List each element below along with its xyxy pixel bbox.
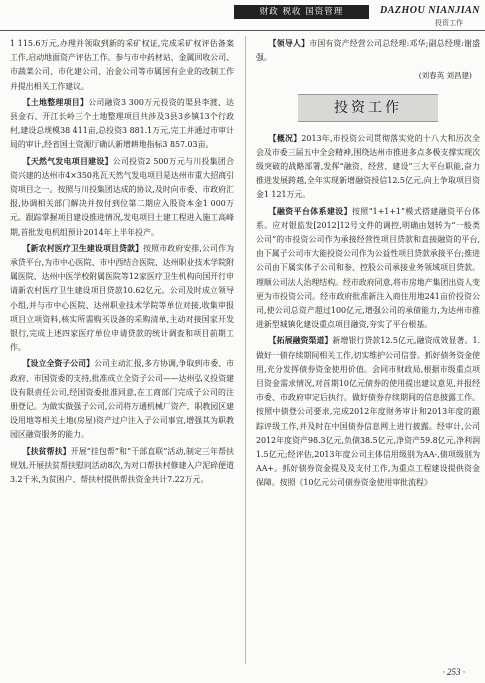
left-column bbox=[10, 37, 234, 489]
paragraph: 【天然气发电项目建设】公司投资2 500万元与川投集团合资兴建的达州市4×350兆瓦天然气发电项目是达州市重大招商引资项目之一。按照与川投集团达成的协议,及时向市委、市政府汇报,协调相关部门解决并按付到位第二期应入股资本金1 000万元。跟踪掌握项目建设推进情况,发电项目土建工程进入施工高峰期,首批发电机组预计2014年上半年投产。 bbox=[10, 156, 234, 237]
paragraph-heading: 【概况】 bbox=[268, 133, 302, 143]
page-number: · 253 · bbox=[442, 667, 465, 677]
paragraph: 【概况】2013年,市投资公司贯彻落实党的十八大和历次全会及市委三届五中全会精神,围绕达州市推进多点多极支撑实现次级突破的战略部署,发挥“融资、经营、建设”三大平台职能,奋力推进发展跨越,全年实现新增融资授信12.5亿元,向上争取项目资金1 121万元。 bbox=[256, 133, 480, 200]
paragraph: 【新农村医疗卫生建设项目贷款】按照市政府安排,公司作为承贷平台,为市中心医院、市中西结合医院、达州职业技术学院附属医院、达州中医学校附属医院等12家医疗卫生机构向国开行申请新农村医疗卫生建设项目贷款10.62亿元。公司及时成立领导小组,并与市中心医院、达州职业技术学院等单位对接,收集审报项目立项资料,核实所需购买设备的采购清单,主动对接国家开发银行,完成上述四家医疗单位申请贷款的统计调查和项目前期工作。 bbox=[10, 243, 234, 353]
section-bar: 财政 税收 国资管理 bbox=[234, 5, 369, 19]
right-column bbox=[256, 37, 480, 493]
paragraph: 【领导人】市国有资产经营公司总经理:邓华;副总经理:谢盛强。 bbox=[256, 39, 480, 63]
paragraph-heading: 【领导人】 bbox=[268, 39, 310, 48]
yearbook-english-title: DAZHOU NIANJIAN bbox=[380, 5, 481, 16]
paragraph: 【拓展融资渠道】新增银行贷款12.5亿元,融资成效显著。1.做好一债存续期间相关工作,切实维护公司信誉。抓好债务资金使用,充分发挥债券资金使用价值。会同市财政局,根据市级重点项目资金需求情况,对首期10亿元债券的使用提出建议意见,并报经市委、市政府审定后执行。做好债券存续期间的信息披露工作。按照中债登公司要求,完成2012年度财务审计和2013年度的跟踪评级工作,并及时在中国债券信息网上进行披露。经审计,公司2012年度资产98.3亿元,负债38.5亿元,净资产59.8亿元,净利润1.5亿元;经评估,2013年度公司主体信用级别为AA-,债项级别为AA+。抓好债券资金提及及支付工作,为重点工程建设提供资金保障。按照《10亿元公司债券资金使用审批流程》 bbox=[256, 336, 480, 488]
paragraph-heading: 【新农村医疗卫生建设项目贷款】 bbox=[22, 243, 144, 253]
paragraph-heading: 【设立全资子公司】 bbox=[22, 359, 95, 369]
column-divider bbox=[245, 36, 246, 664]
paragraph-heading: 【融资平台体系建设】 bbox=[268, 206, 352, 216]
paragraph-heading: 【天然气发电项目建设】 bbox=[22, 156, 113, 166]
paragraph: 1 115.6万元,办理并领取到新的采矿权证,完成采矿权评估备案工作,启动地面资产评估工作。参与市中药材站、金属回收公司、市蔬菜公司、市化建公司、冶金公司等市属国有企业的改制工作并提出相关工作建议。 bbox=[10, 39, 234, 91]
paragraph-heading: 【土地整理项目】 bbox=[22, 97, 89, 107]
paragraph: 【土地整理项目】公司融资3 300万元投资的渠县李渡、达县金石、开江长岭三个土地整理项目共涉及3县3乡镇13个行政村,建设总规模38 411亩,总投资3 881.1万元,完工并通过市审计局的审计,经省国土资源厅确认新增耕地指标3 857.03亩。 bbox=[10, 97, 234, 150]
paragraph: 【设立全资子公司】公司主动汇报,多方协调,争取到市委、市政府、市国资委的支持,批准成立全资子公司——达州弘义投资建设有限责任公司,经国资委批准同意,在工商部门完成子公司的注册登记。为做实做强子公司,公司将万通机械厂资产、职教园区建设用地等相关土地(房屋)资产过户注入子公司事宜,增强其为职教园区融资服务的能力。 bbox=[10, 359, 234, 440]
header-subtitle: 投资工作 bbox=[435, 19, 463, 27]
section-title: 投资工作 bbox=[298, 94, 438, 122]
paragraph: 【融资平台体系建设】按照“1+1+1”模式搭建融资平台体系。应对银监发[2012]12号文件的调控,明确由划转为“一般类公司”的市投资公司作为承接经营性项目贷款和直接融资的平台,由下属子公司市大能投资公司作为公益性项目贷款承接平台;推进公司由下属实体子公司和参、控股公司承接业务领域项目贷款。理顺公司法人治理结构。经市政府同意,将市房地产集团出资人变更为市投资公司。经市政府批准新注入商住用地241亩价投资公司,使公司总资产超过100亿元,增强公司的承债能力,为达州市推进新型城镇化建设重点项目融资,夯实了平台根基。 bbox=[256, 206, 480, 330]
page-header bbox=[0, 0, 485, 31]
paragraph-heading: 【扶贫帮扶】 bbox=[22, 446, 71, 456]
paragraph-heading: 【拓展融资渠道】 bbox=[268, 336, 333, 346]
authors: (刘春英 刘昌建) bbox=[418, 71, 472, 81]
paragraph: 【扶贫帮扶】开展“挂包帮”和“干部直联”活动,制定三年帮扶规划,开展扶贫帮扶慰问活动8次,为对口帮扶村修建入户泥碎便道3.2千米,为贫困户、帮扶村提供帮扶资金共计7.22万元。 bbox=[10, 446, 234, 485]
